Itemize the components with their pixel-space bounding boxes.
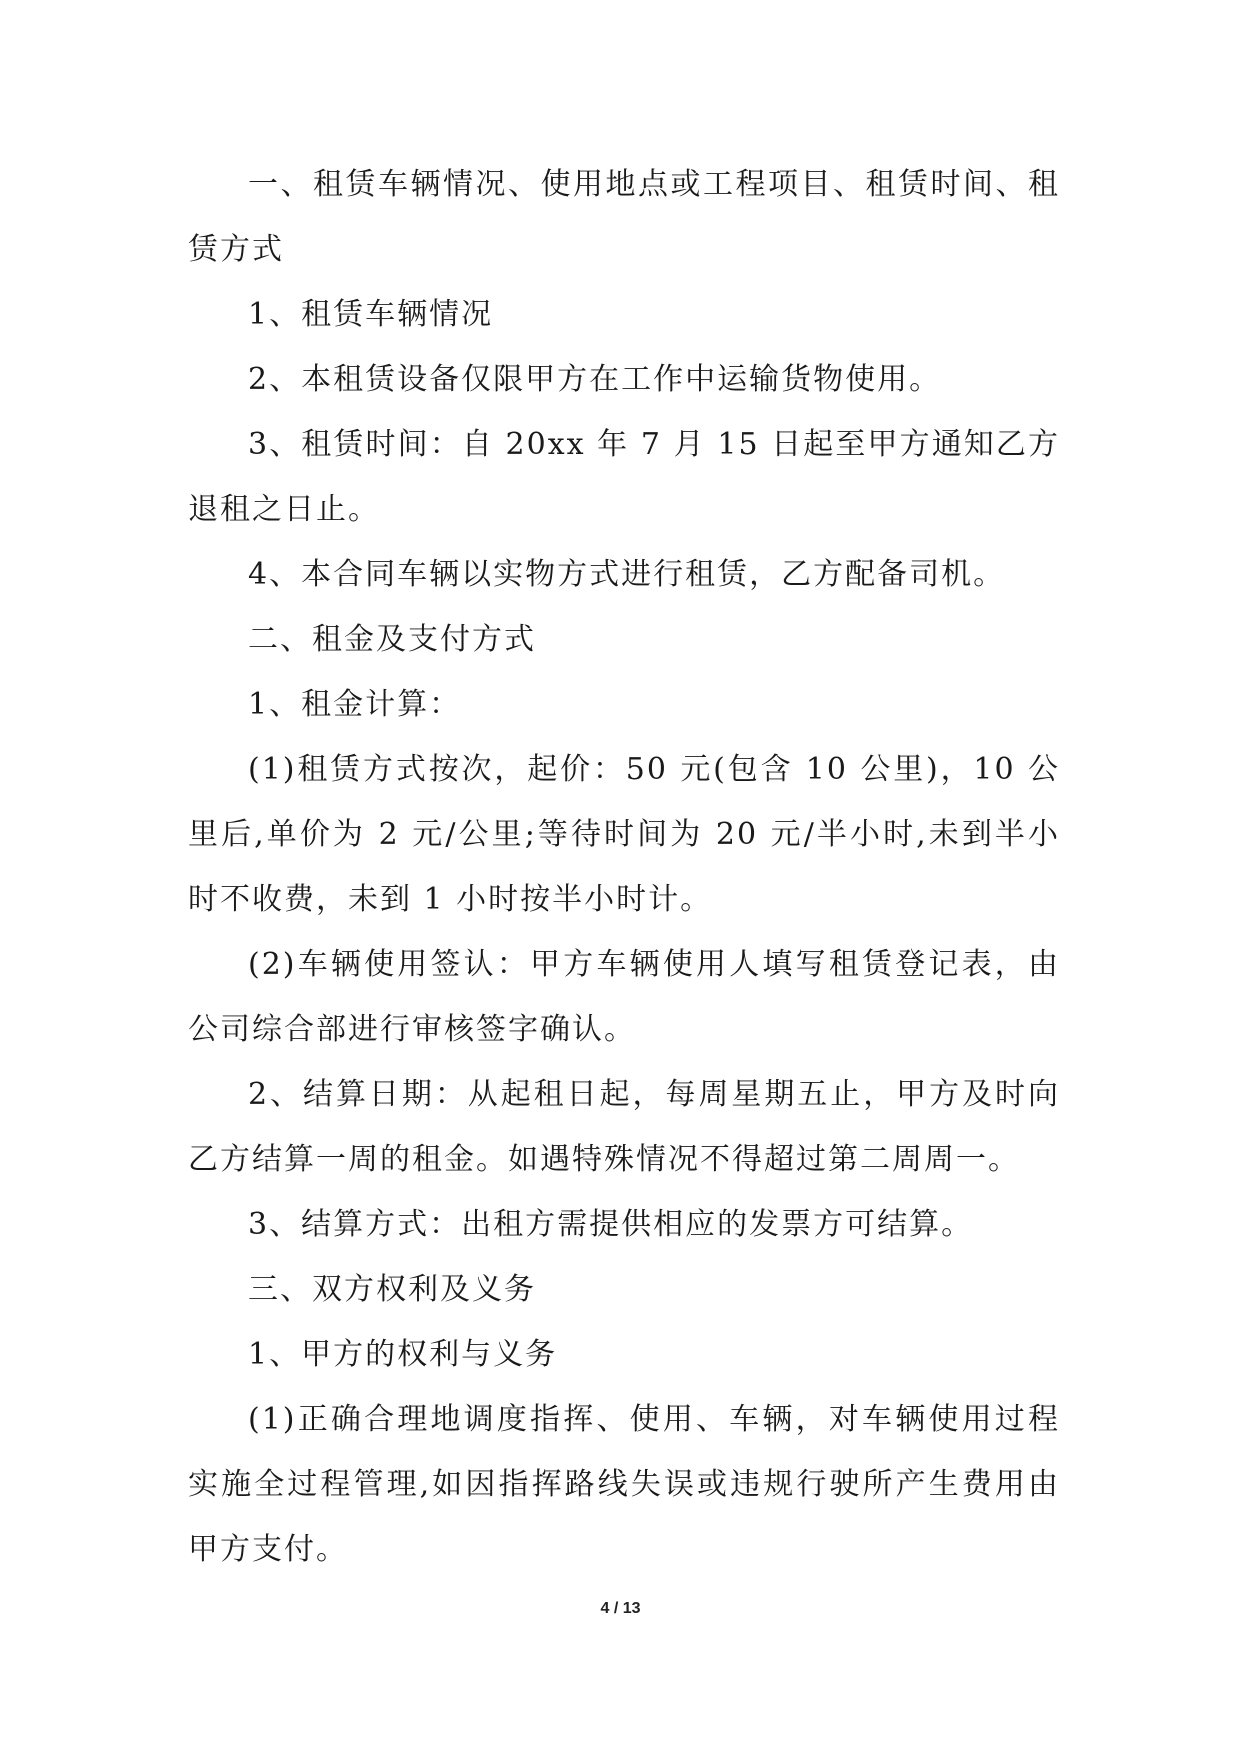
paragraph: 一、租赁车辆情况、使用地点或工程项目、租赁时间、租赁方式 xyxy=(188,167,1060,267)
paragraph: 4、本合同车辆以实物方式进行租赁，乙方配备司机。 xyxy=(248,557,1006,592)
page-number: 4 / 13 xyxy=(600,1600,641,1617)
paragraph: (1)正确合理地调度指挥、使用、车辆，对车辆使用过程实施全过程管理,如因指挥路线失误或违规行驶所产生费用由甲方支付。 xyxy=(188,1402,1060,1567)
paragraph: 1、租金计算： xyxy=(248,687,462,722)
paragraph: 2、本租赁设备仅限甲方在工作中运输货物使用。 xyxy=(248,362,942,397)
paragraph: 二、租金及支付方式 xyxy=(248,622,536,657)
document-body xyxy=(188,152,1060,1582)
paragraph: 1、租赁车辆情况 xyxy=(248,297,494,332)
paragraph: (1)租赁方式按次，起价：50 元(包含 10 公里)，10 公里后,单价为 2 元/公里;等待时间为 20 元/半小时,未到半小时不收费，未到 1 小时按半小时计。 xyxy=(188,752,1060,917)
paragraph: 三、双方权利及义务 xyxy=(248,1272,536,1307)
paragraph: 1、甲方的权利与义务 xyxy=(248,1337,558,1372)
paragraph: 3、租赁时间：自 20xx 年 7 月 15 日起至甲方通知乙方退租之日止。 xyxy=(188,427,1060,527)
paragraph: 3、结算方式：出租方需提供相应的发票方可结算。 xyxy=(248,1207,974,1242)
paragraph: (2)车辆使用签认：甲方车辆使用人填写租赁登记表，由公司综合部进行审核签字确认。 xyxy=(188,947,1060,1047)
paragraph: 2、结算日期：从起租日起，每周星期五止，甲方及时向乙方结算一周的租金。如遇特殊情况不得超过第二周周一。 xyxy=(188,1077,1060,1177)
